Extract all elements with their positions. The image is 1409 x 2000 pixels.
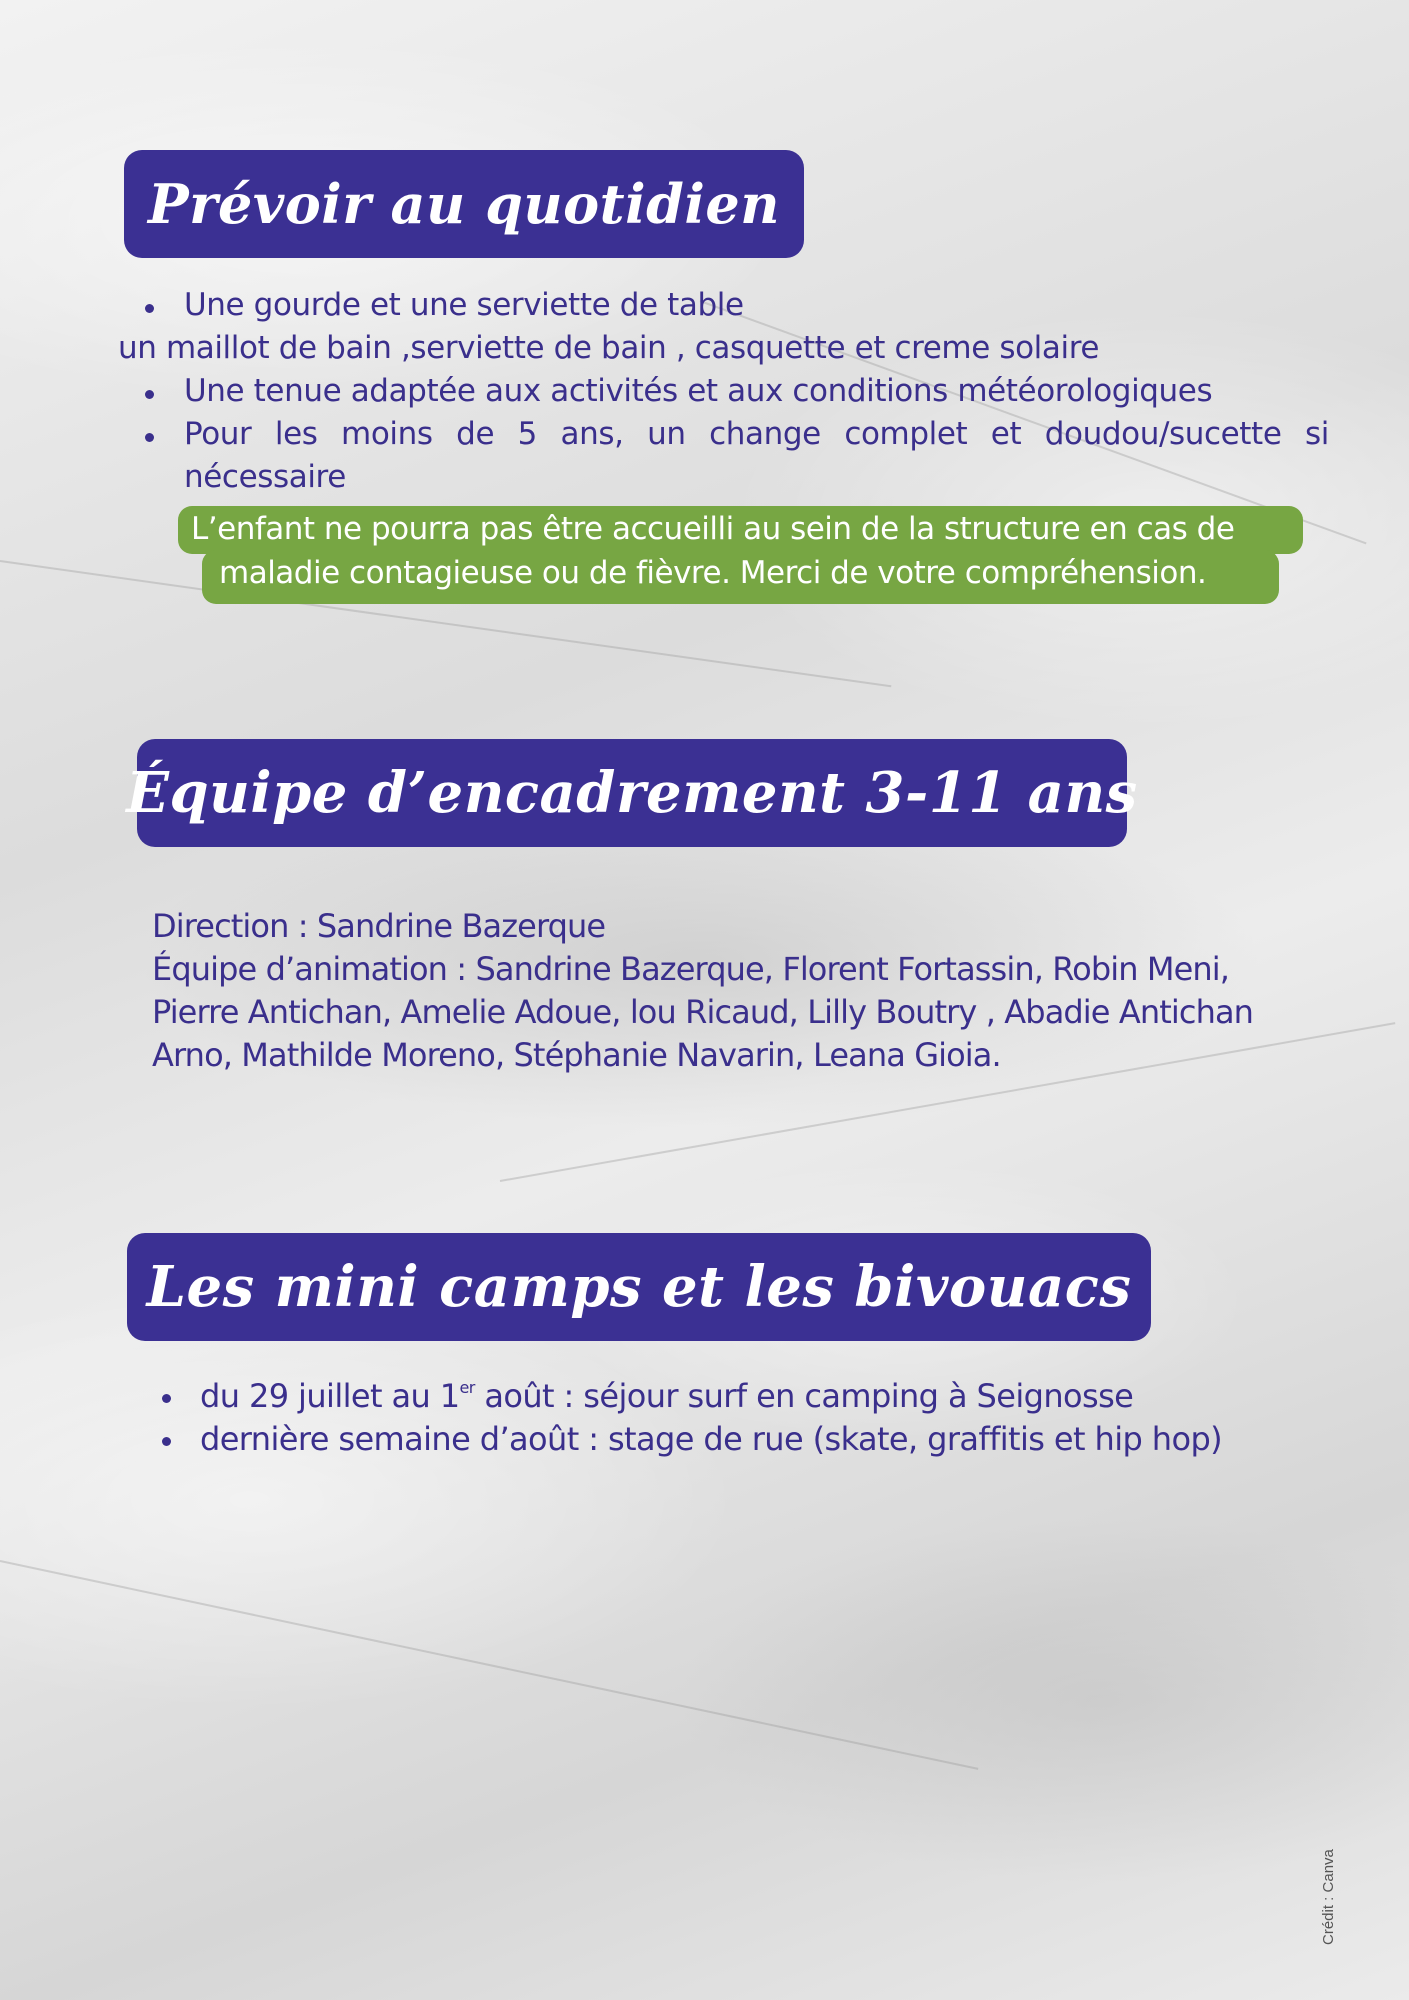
notice-text: maladie contagieuse ou de fièvre. Merci de votre compréhension. [219,555,1207,591]
list-item: Une gourde et une serviette de table [184,287,744,323]
section-title-camps: Les mini camps et les bivouacs [127,1233,1151,1341]
bullet-icon [145,304,154,313]
ordinal-suffix: er [459,1378,475,1398]
team-animation: Équipe d’animation : Sandrine Bazerque, Florent Fortassin, Robin Meni, [152,950,1230,988]
list-item [200,1375,1133,1418]
team-direction: Direction : Sandrine Bazerque [152,907,606,945]
list-item: Une tenue adaptée aux activités et aux conditions météorologiques [184,373,1213,409]
paper-crease [0,1560,978,1770]
bullet-icon [162,1437,171,1446]
image-credit: Crédit : Canva [1320,1849,1337,1945]
camp-description: août : séjour surf en camping à Seignosse [474,1377,1134,1415]
bullet-icon [145,390,154,399]
team-animation: Arno, Mathilde Moreno, Stéphanie Navarin, Leana Gioia. [152,1036,1001,1074]
section-title-daily: Prévoir au quotidien [124,150,804,258]
section-title-team: Équipe d’encadrement 3-11 ans [137,739,1127,847]
list-item: dernière semaine d’août : stage de rue (skate, graffitis et hip hop) [200,1420,1223,1458]
bullet-icon [145,433,154,442]
bullet-icon [162,1394,171,1403]
list-item: nécessaire [184,459,346,495]
list-item: un maillot de bain ,serviette de bain , casquette et creme solaire [118,330,1100,366]
team-animation: Pierre Antichan, Amelie Adoue, lou Ricaud, Lilly Boutry , Abadie Antichan [152,993,1254,1031]
notice-text: L’enfant ne pourra pas être accueilli au sein de la structure en cas de [191,511,1235,547]
list-item: Pour les moins de 5 ans, un change complet et doudou/sucette si [184,416,1329,452]
camp-date: du 29 juillet au 1 [200,1377,460,1415]
